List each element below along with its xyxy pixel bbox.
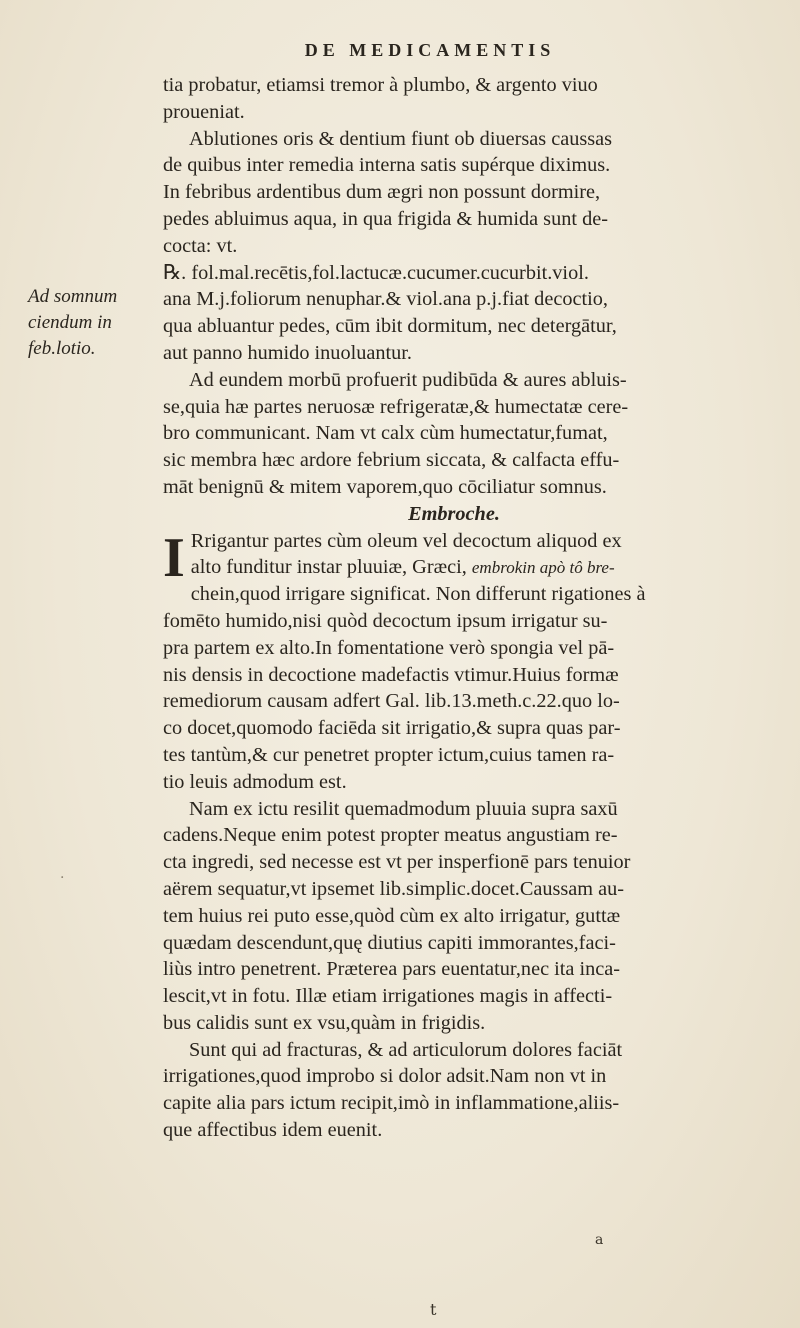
text-line: pedes abluimus aqua, in qua frigida & humida sunt de- [163,207,608,230]
text-line: cta ingredi, sed necesse est vt per insperfionē pars tenuior [163,851,631,874]
text-line: co docet,quomodo faciēda sit irrigatio,& supra quas par- [163,717,621,740]
margin-note-line: ciendum in [28,312,112,333]
text-segment: alto funditur instar pluuiæ, Græci, [190,556,467,579]
catchword-mark: t [430,1300,437,1319]
paragraph-1 [163,72,785,260]
paragraph-2 [163,367,785,501]
paragraph-4 [163,796,785,1037]
margin-note-line: Ad somnum [28,286,118,307]
text-line: nis densis in decoctione madefactis vtimur.Huius formæ [163,663,619,686]
main-text [163,72,785,1144]
text-line: bus calidis sunt ex vsu,quàm in frigidis. [163,1011,486,1034]
text-line: lescit,vt in fotu. Illæ etiam irrigationes magis in affecti- [163,985,613,1008]
text-line [163,554,785,581]
section-heading: Embroche. [408,502,500,525]
text-line: ℞. fol.mal.recētis,fol.lactucæ.cucumer.cucurbit.viol. [163,261,589,284]
text-line: ana M.j.foliorum nenuphar.& viol.ana p.j.fiat decoctio, [163,288,608,311]
text-line: qua abluantur pedes, cūm ibit dormitum, nec detergātur, [163,315,617,338]
margin-note [28,284,148,362]
text-line: Nam ex ictu resilit quemadmodum pluuia supra saxū [189,797,618,820]
drop-cap: I [163,526,185,589]
text-line: tem huius rei puto esse,quòd cùm ex alto irrigatur, guttæ [163,904,621,927]
paragraph-5 [163,1037,785,1144]
text-line: pra partem ex alto.In fomentatione verò spongia vel pā- [163,636,615,659]
text-line: cadens.Neque enim potest propter meatus angustiam re- [163,824,618,847]
text-line: bro communicant. Nam vt calx cùm humectatur,fumat, [163,422,608,445]
text-line: In febribus ardentibus dum ægri non possunt dormire, [163,181,601,204]
text-line: māt benignū & mitem vaporem,quo cōciliatur somnus. [163,475,607,498]
text-line: tio leuis admodum est. [163,770,347,793]
text-line: tes tantùm,& cur penetret propter ictum,cuius tamen ra- [163,743,615,766]
text-line: irrigationes,quod improbo si dolor adsit.Nam non vt in [163,1065,607,1088]
text-line: tia probatur, etiamsi tremor à plumbo, & argento viuo [163,74,598,96]
text-line: se,quia hæ partes neruosæ refrigeratæ,& humectatæ cere- [163,395,629,418]
text-line: Rrigantur partes cùm oleum vel decoctum aliquod ex [190,529,622,552]
text-line: de quibus inter remedia interna satis supérque diximus. [163,154,611,177]
margin-note-line: feb.lotio. [28,338,96,359]
prescription [163,260,785,367]
text-line: capite alia pars ictum recipit,imò in inflammatione,aliis- [163,1092,620,1115]
running-header: DE MEDICAMENTIS [304,40,556,60]
greek-phrase: embrokin apò tô bre- [471,558,615,578]
text-line: aut panno humido inuoluantur. [163,341,412,364]
text-line: Ablutiones oris & dentium fiunt ob diuersas caussas [189,127,613,150]
text-line: Sunt qui ad fracturas, & ad articulorum dolores faciāt [189,1038,623,1061]
text-line: que affectibus idem euenit. [163,1119,383,1142]
text-line: proueniat. [163,100,245,123]
print-speck: · [60,870,65,886]
text-line: aërem sequatur,vt ipsemet lib.simplic.docet.Caussam au- [163,877,625,900]
signature-mark: a [595,1232,604,1248]
text-line: sic membra hæc ardore febrium siccata, & calfacta effu- [163,449,620,472]
text-line: quædam descendunt,quę diutius capiti immorantes,faci- [163,931,616,954]
text-line: chein,quod irrigare significat. Non differunt rigationes à [190,583,646,606]
paragraph-3 [163,528,785,796]
text-line: fomēto humido,nisi quòd decoctum ipsum irrigatur su- [163,609,608,632]
text-line: remediorum causam adfert Gal. lib.13.meth.c.22.quo lo- [163,690,620,713]
text-line: liùs intro penetrent. Præterea pars euentatur,nec ita inca- [163,958,621,981]
text-line: Ad eundem morbū profuerit pudibūda & aures abluis- [189,368,627,391]
text-line: cocta: vt. [163,234,238,257]
